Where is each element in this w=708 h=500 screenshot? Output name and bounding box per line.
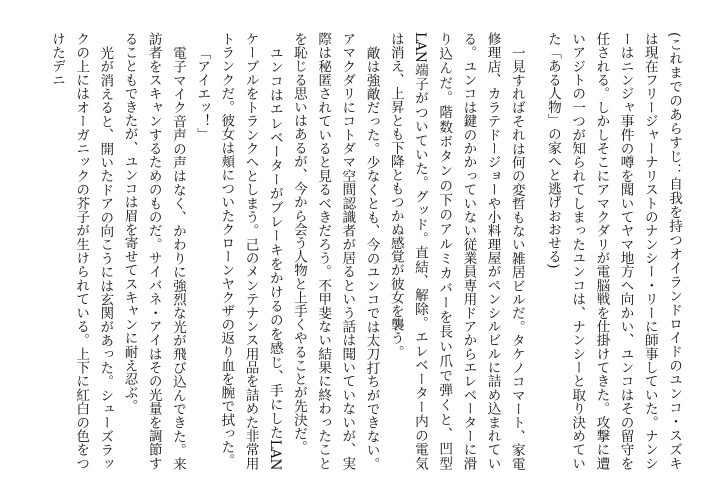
synopsis-paragraph: (これまでのあらすじ：自我を持つオイランドロイドのユンコ・スズキは現在フリージャーナリストのナンシー・リーに師事していた。ナンシーはニンジャ事件の噂を聞いてヤマ地方へ向かい、ユンコはその留守を任される。しかしそこにアマクダリが電脳戦を仕掛けてきた。攻撃に遭いアジトの一つが知られてしまったユンコは、ナンシーと取り決めていた「ある人物」の家へと逃げおおせる)	[544, 32, 682, 470]
body-paragraph-1: 一見すればそれは何の変哲もない雑居ビルだ。タケノコマート、家電修理店、カラテドージョーや小料理屋がペンシルビルに詰め込まれている。ユンコは鍵のかかっていない従業員専用ドアからエレベーターに滑り込んだ。階数ボタンの下のアルミカバーを長い爪で弾くと、凹型LAN端子がついていた。グッド。直結、解除。エレベーター内の電気は消え、上昇とも下降ともつかぬ感覚が彼女を襲う。	[387, 32, 525, 470]
vertical-text-body	[18, 32, 686, 470]
body-paragraph-2: 敵は強敵だった。少なくとも、今のユンコでは太刀打ちができない。アマクダリにコトダマ空間認識者が居るという話は聞いていないが、実際は秘匿されていると見るべきだろう。不甲斐ない結果に終わったことを恥じる思いはあるが、今から会う人物と上手くやることが先決だ。	[290, 32, 380, 470]
body-paragraph-3: ユンコはエレベーターがブレーキをかけるのを感じ、手にしたLANケーブルをトランクへとしまう。己のメンテナンス用品を詰めた非常用トランクだ。彼女は頬についたクローンヤクザの返り血を腕で拭った。	[218, 32, 283, 470]
body-paragraph-4: 電子マイク音声の声はなく、かわりに強烈な光が飛び込んできた。来訪者をスキャンするためのものだ。サイバネ・アイはその光量を調節することもできたが、ユンコは眉を寄せてスキャンに耐え忍ぶ。	[121, 32, 186, 470]
body-paragraph-5: 光が消えると、開いたドアの向こうには玄関があった。シューズラックの上にはオーガニックの芥子が生けられている。上下に紅白の色をつけたデニ	[48, 32, 114, 470]
dialogue-line: 「アイエッ！」	[194, 45, 211, 141]
